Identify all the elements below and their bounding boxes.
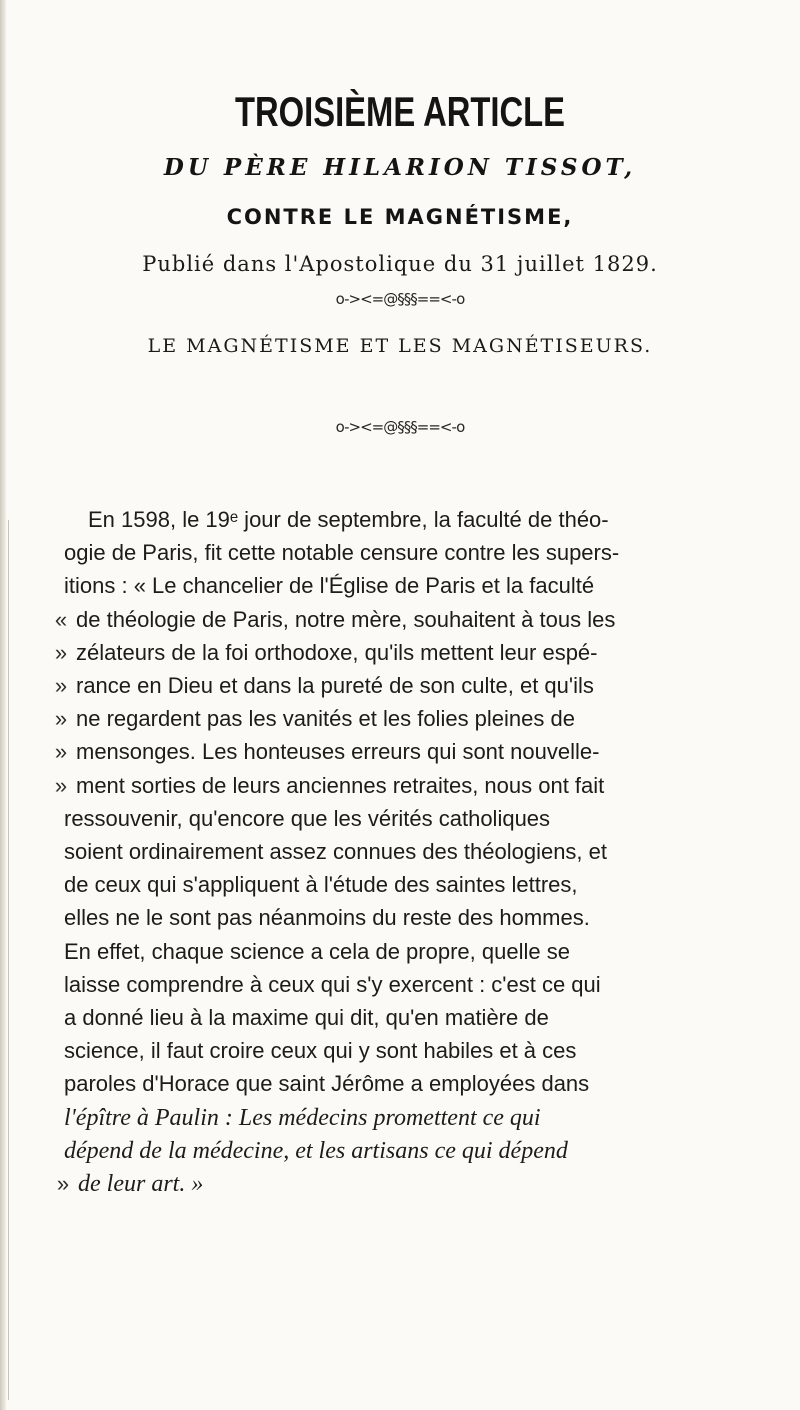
text-line-content: de ceux qui s'appliquent à l'étude des saintes lettres,	[64, 872, 578, 898]
quote-mark: »	[54, 639, 68, 665]
text-line	[64, 835, 607, 868]
text-line-content: En effet, chaque science a cela de propre, quelle se	[64, 938, 570, 964]
quote-mark: «	[54, 606, 68, 632]
text-line	[54, 769, 605, 802]
text-line-content: laisse comprendre à ceux qui s'y exercent : c'est ce qui	[64, 971, 601, 997]
text-line	[54, 669, 594, 702]
text-line-content: ment sorties de leurs anciennes retraites, nous ont fait	[76, 772, 605, 798]
text-line-content: dépend de la médecine, et les artisans ce qui dépend	[64, 1137, 568, 1164]
text-line-content: ne regardent pas les vanités et les folies pleines de	[76, 706, 575, 732]
text-line-content: En 1598, le 19ᵉ jour de septembre, la faculté de théo-	[88, 507, 609, 532]
ornament-divider-bottom: o-><=@§§§==<-o	[335, 418, 465, 436]
quote-mark: »	[54, 673, 68, 698]
text-line	[54, 636, 598, 669]
text-line-content: itions : « Le chancelier de l'Église de Paris et la faculté	[64, 573, 595, 599]
ornament-divider-top: o-><=@§§§==<-o	[335, 290, 465, 308]
author-line: DU PÈRE HILARION TISSOT,	[163, 154, 637, 181]
text-line	[64, 1034, 576, 1067]
text-line	[64, 968, 601, 1001]
text-line-content: ressouvenir, qu'encore que les vérités catholiques	[64, 805, 551, 831]
text-line-content: soient ordinairement assez connues des théologiens, et	[64, 839, 608, 864]
text-line-content: mensonges. Les honteuses erreurs qui sont nouvelle-	[76, 739, 600, 765]
text-line-content: zélateurs de la foi orthodoxe, qu'ils mettent leur espé-	[76, 639, 598, 665]
text-line	[64, 1101, 541, 1134]
quote-mark: »	[54, 706, 68, 732]
text-line-content: ogie de Paris, fit cette notable censure contre les supers-	[64, 540, 620, 566]
topic-line: CONTRE LE MAGNÉTISME,	[226, 205, 574, 229]
text-line	[64, 1067, 589, 1100]
text-line	[64, 536, 619, 569]
section-heading: LE MAGNÉTISME ET LES MAGNÉTISEURS.	[147, 335, 653, 357]
article-title: TROISIÈME ARTICLE	[234, 88, 566, 135]
text-line-content: de théologie de Paris, notre mère, souhaitent à tous les	[76, 606, 616, 632]
text-line	[54, 735, 600, 768]
text-line	[54, 702, 575, 735]
text-line-content: de leur art. »	[78, 1171, 204, 1197]
text-line-content: elles ne le sont pas néanmoins du reste des hommes.	[64, 905, 590, 931]
text-line-content: a donné lieu à la maxime qui dit, qu'en matière de	[64, 1005, 549, 1030]
text-line	[54, 603, 616, 636]
text-line	[64, 935, 570, 968]
text-line-content: science, il faut croire ceux qui y sont habiles et à ces	[64, 1038, 577, 1064]
text-line	[56, 1167, 204, 1200]
text-line-content: rance en Dieu et dans la pureté de son culte, et qu'ils	[76, 673, 594, 698]
text-line	[64, 802, 550, 835]
quote-mark: »	[56, 1171, 70, 1196]
text-line	[64, 901, 590, 934]
publication-note: Publié dans l'Apostolique du 31 juillet 1829.	[142, 252, 658, 276]
text-line	[64, 1001, 549, 1034]
text-line	[88, 503, 609, 536]
quote-mark: »	[54, 739, 68, 765]
text-line-content: paroles d'Horace que saint Jérôme a employées dans	[64, 1071, 590, 1097]
text-line	[64, 1134, 568, 1167]
text-line	[64, 569, 594, 602]
quote-mark: »	[54, 772, 68, 798]
text-line	[64, 868, 578, 901]
text-line-content: l'épître à Paulin : Les médecins promettent ce qui	[64, 1104, 541, 1131]
